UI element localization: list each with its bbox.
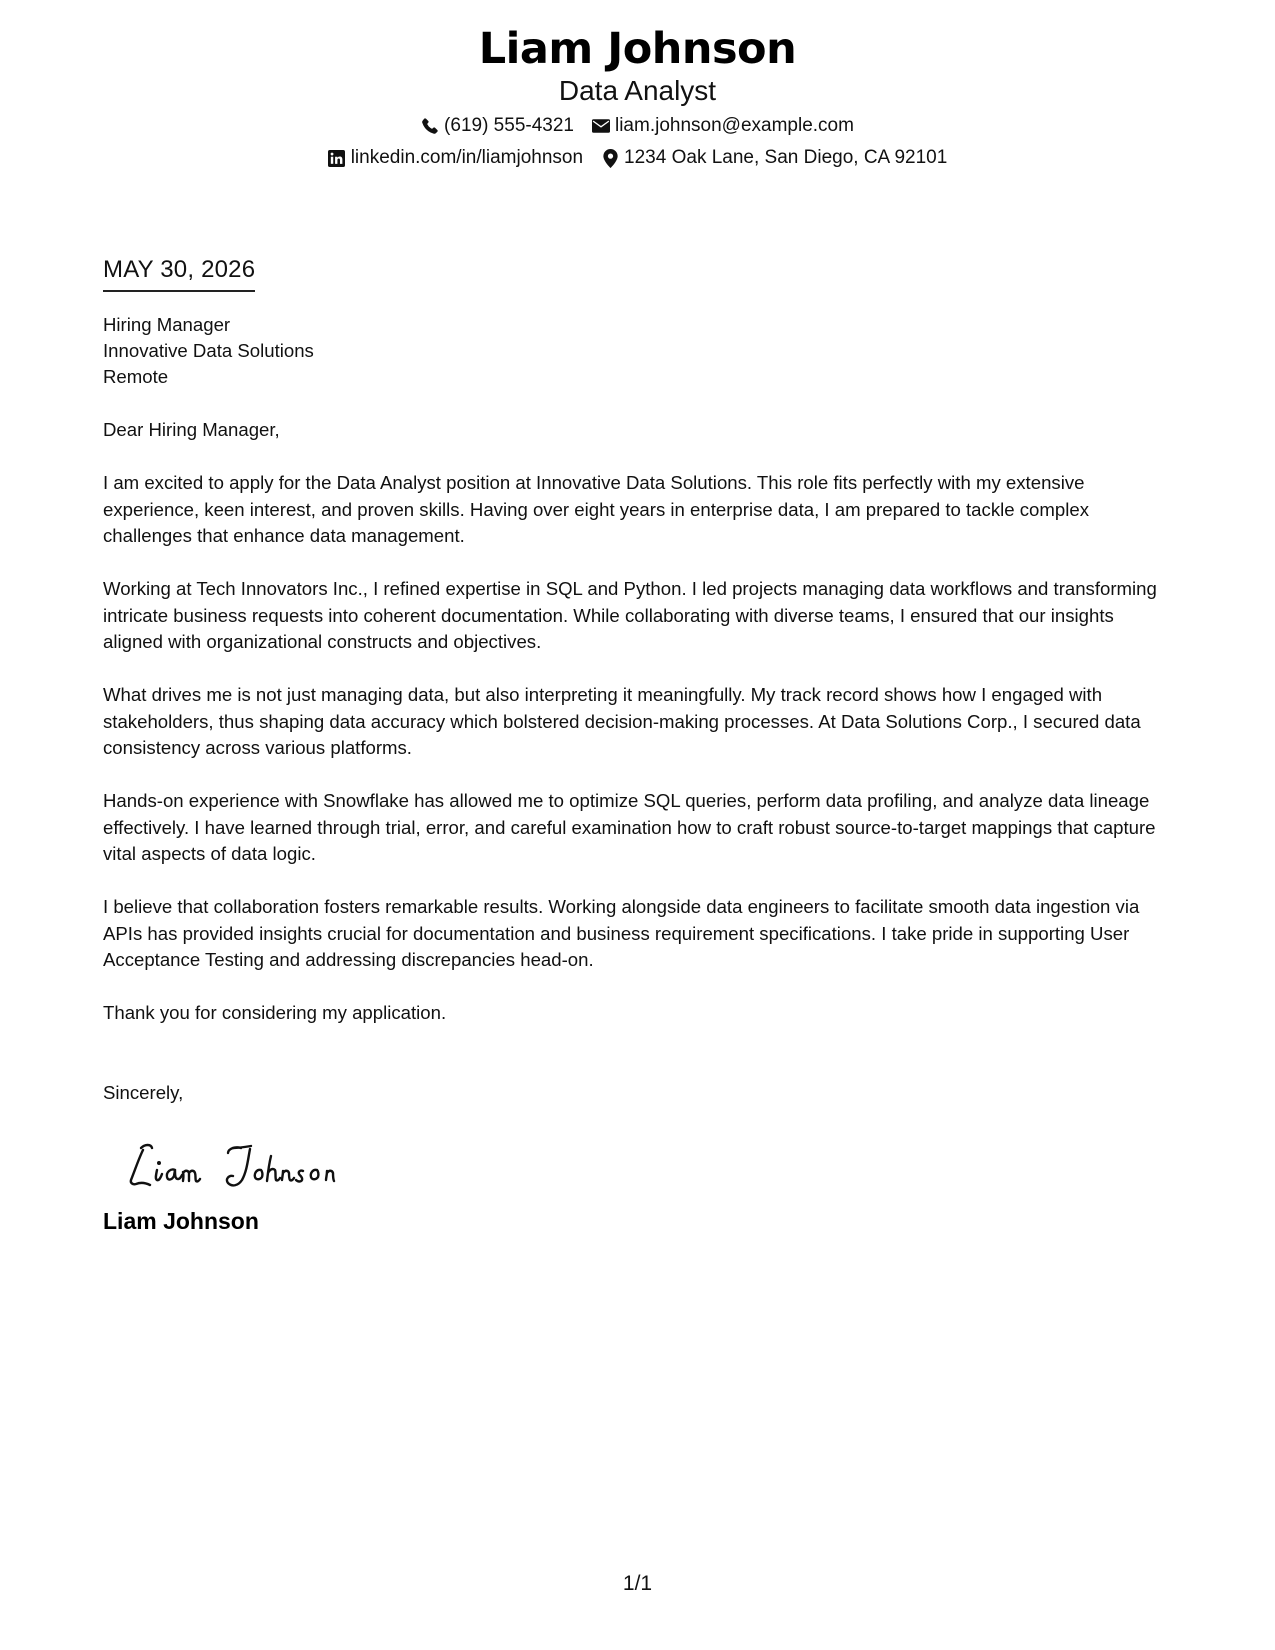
envelope-icon [592, 117, 610, 135]
recipient-block [103, 312, 1178, 390]
body-paragraph: I believe that collaboration fosters remarkable results. Working alongside data engineers to facilitate smooth data ingestion via APIs has provided insights crucial for documentation and business requirement specifications. I take pride in supporting User Acceptance Testing and addressing discrepancies head-on. [103, 896, 1140, 970]
body-paragraph: What drives me is not just managing data, but also interpreting it meaningfully. My track record shows how I engaged with stakeholders, thus shaping data accuracy which bolstered decision-making processes. At Data Solutions Corp., I secured data consistency across various platforms. [103, 684, 1141, 758]
applicant-name: Liam Johnson [478, 24, 797, 74]
letter-header [0, 22, 1275, 174]
phone-number[interactable]: (619) 555-4321 [444, 115, 574, 136]
linkedin-url[interactable]: linkedin.com/in/liamjohnson [350, 147, 584, 168]
recipient-company: Innovative Data Solutions [103, 340, 314, 361]
contact-email [592, 110, 854, 142]
recipient-name: Hiring Manager [103, 314, 231, 335]
salutation: Dear Hiring Manager, [103, 419, 280, 440]
handwritten-signature [123, 1136, 1178, 1196]
closing-phrase: Sincerely, [103, 1081, 184, 1103]
mailing-address: 1234 Oak Lane, San Diego, CA 92101 [624, 147, 948, 168]
job-title: Data Analyst [558, 75, 717, 106]
map-pin-icon [601, 149, 619, 167]
email-address[interactable]: liam.johnson@example.com [614, 115, 854, 136]
contact-linkedin [328, 142, 583, 174]
letter-body [103, 254, 1178, 1235]
contact-row-secondary [0, 142, 1275, 174]
body-paragraph: I am excited to apply for the Data Analyst position at Innovative Data Solutions. This role fits perfectly with my extensive experience, keen interest, and proven skills. Having over eight years in enterprise data, I am prepared to tackle complex challenges that enhance data management. [103, 472, 1089, 546]
contact-address [601, 142, 947, 174]
contact-phone [421, 110, 574, 142]
signer-name: Liam Johnson [103, 1208, 259, 1234]
contact-row-primary [0, 110, 1275, 142]
recipient-location: Remote [103, 366, 169, 387]
phone-icon [421, 117, 439, 135]
body-paragraph: Thank you for considering my application. [103, 1002, 447, 1023]
body-paragraph: Working at Tech Innovators Inc., I refined expertise in SQL and Python. I led projects managing data workflows and transforming intricate business requests into coherent documentation. While collaborating with diverse teams, I ensured that our insights aligned with organizational constructs and objectives. [103, 578, 1157, 652]
page-indicator: 1/1 [622, 1572, 653, 1595]
letter-date: MAY 30, 2026 [103, 254, 255, 292]
body-paragraph: Hands-on experience with Snowflake has allowed me to optimize SQL queries, perform data profiling, and analyze data lineage effectively. I have learned through trial, error, and careful examination how to craft robust source-to-target mappings that capture vital aspects of data logic. [103, 790, 1156, 864]
linkedin-icon [328, 149, 346, 167]
